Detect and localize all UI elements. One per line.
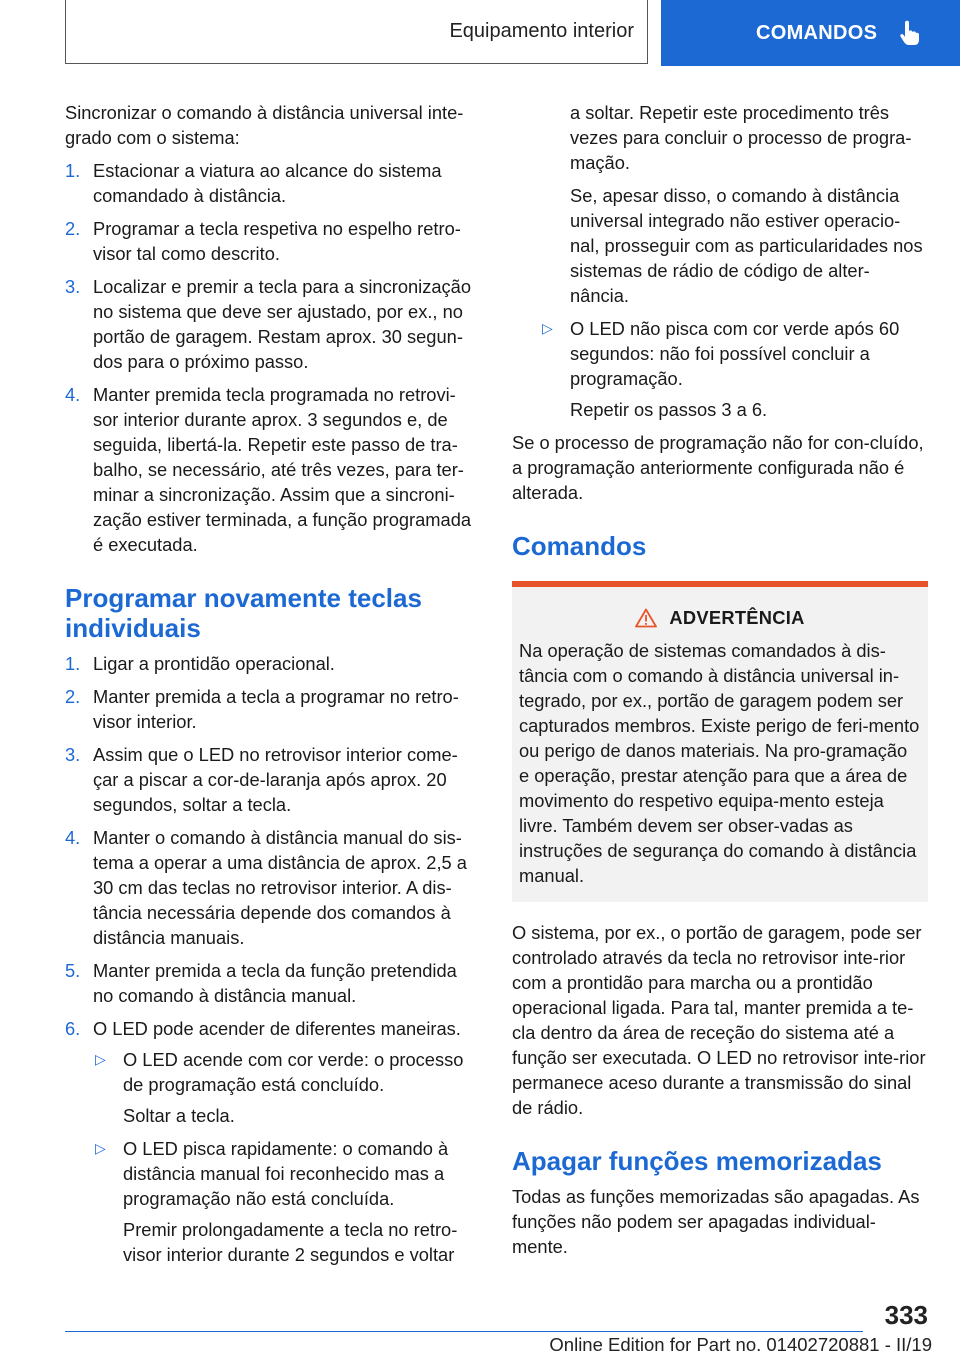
led-cases-list [93,1047,479,1267]
triangle-bullet-icon: ▷ [542,320,553,336]
step-number: 4. [65,827,81,848]
step-text: Manter premida a tecla da função pretendida no comando à distância manual. [93,960,457,1006]
continuation-text: a soltar. Repetir este procedimento três vezes para concluir o processo de progra-mação. [570,102,912,173]
paragraph: O sistema, por ex., o portão de garagem, pode ser controlado através da tecla no retrovisor inte-rior com a prontidão para marcha ou a prontidão operacional ligada. Para tal, manter premida a te-cla dentro da área de receção do sistema até a função ser executada. O LED no retrovisor inte-rior permanece aceso durante a transmissão do sinal de rádio. [512,922,926,1118]
triangle-bullet-icon: ▷ [95,1051,106,1067]
list-item [65,742,479,817]
case-continuation: Premir prolongadamente a tecla no retro-visor interior durante 2 segundos e voltar [123,1219,458,1265]
case-text: O LED não pisca com cor verde após 60 segundos: não foi possível concluir a programação. [570,318,900,389]
list-item [65,684,479,734]
list-item [65,216,479,266]
step-number: 5. [65,960,81,981]
list-item [65,958,479,1008]
list-item [65,1016,479,1267]
reprogram-steps-list [65,651,479,1267]
warning-header [519,605,921,630]
case-text: O LED acende com cor verde: o processo de programação está concluído. [123,1049,464,1095]
paragraph: Todas as funções memorizadas são apagadas. As funções não podem ser apagadas individual-mente. [512,1186,920,1257]
warning-triangle-icon [635,608,657,628]
list-item [65,158,479,208]
list-item [65,825,479,950]
heading-delete-functions: Apagar funções memorizadas [512,1146,882,1176]
step-number: 3. [65,744,81,765]
section-tab[interactable] [65,0,648,64]
right-column [512,100,928,1267]
chapter-tab[interactable] [661,0,960,66]
step-text: Estacionar a viatura ao alcance do sistema comandado à distância. [93,160,442,206]
hand-pointer-icon [899,20,921,46]
list-item [65,651,479,676]
step-text: O LED pode acender de diferentes maneiras. [93,1018,461,1039]
list-item [65,382,479,557]
step-text: Assim que o LED no retrovisor interior come-çar a piscar a cor-de-laranja após aprox. 20 segundos, soltar a tecla. [93,744,458,815]
warning-text: Na operação de sistemas comandados à dis-tância com o comando à distância universal in-tegrado, por ex., portão de garagem podem ser capturados membros. Existe perigo de feri-mento ou perigo de danos materiais. Na pro-gramação e operação, prestar atenção para que a área de movimento do respetivo equipa-mento esteja livre. Também devem ser obser-vadas as instruções de segurança do comando à distância manual. [519,640,920,886]
intro-paragraph: Sincronizar o comando à distância universal inte-grado com o sistema: [65,102,464,148]
heading-commands: Comandos [512,531,647,561]
heading-reprogram: Programar novamente teclas individuais [65,583,422,643]
list-item [540,316,928,422]
warning-box [512,581,928,902]
step-text: Manter o comando à distância manual do sis-tema a operar a uma distância de aprox. 2,5 a 30 cm das teclas no retrovisor interior. A dis-tância necessária depende dos comandos à distância manuais. [93,827,467,948]
case-continuation: Repetir os passos 3 a 6. [570,399,768,420]
step-number: 2. [65,218,81,239]
led-cases-list-continued [512,316,928,422]
page-number: 333 [884,1300,928,1330]
list-item [93,1136,479,1267]
step-number: 3. [65,276,81,297]
step-number: 4. [65,384,81,405]
step-number: 6. [65,1018,81,1039]
case-text: O LED pisca rapidamente: o comando à distância manual foi reconhecido mas a programação não está concluída. [123,1138,449,1209]
step-number: 1. [65,160,81,181]
section-title: Equipamento interior [449,20,634,42]
step-text: Manter premida a tecla a programar no retro-visor interior. [93,686,459,732]
case-continuation: Soltar a tecla. [123,1105,235,1126]
list-item [65,274,479,374]
step-text: Localizar e premir a tecla para a sincronização no sistema que deve ser ajustado, por ex., no portão de garagem. Restam aprox. 30 segun-dos para o próximo passo. [93,276,471,372]
footer-divider [65,1331,863,1332]
step-text: Ligar a prontidão operacional. [93,653,335,674]
step-number: 1. [65,653,81,674]
continuation-text: Se, apesar disso, o comando à distância universal integrado não estiver operacio-nal, prosseguir com as particularidades nos sistemas de rádio de código de alter-nância. [570,185,923,306]
page-header [0,0,960,66]
warning-title: ADVERTÊNCIA [669,607,805,628]
left-column [65,100,479,1275]
step-text: Manter premida tecla programada no retrovi-sor interior durante aprox. 3 segundos e, de seguida, libertá-la. Repetir este passo de tra-balho, se necessário, até três vezes, para ter-minar a sincronização. Assim que a sincroni-zação estiver terminada, a função programada é executada. [93,384,472,555]
paragraph: Se o processo de programação não for con-cluído, a programação anteriormente configurada não é alterada. [512,432,924,503]
step-text: Programar a tecla respetiva no espelho retro-visor tal como descrito. [93,218,461,264]
chapter-title: COMANDOS [756,21,878,44]
triangle-bullet-icon: ▷ [95,1140,106,1156]
step-number: 2. [65,686,81,707]
sync-steps-list [65,158,479,557]
footer-edition: Online Edition for Part no. 01402720881 - II/19 [549,1334,932,1355]
list-item [93,1047,479,1128]
